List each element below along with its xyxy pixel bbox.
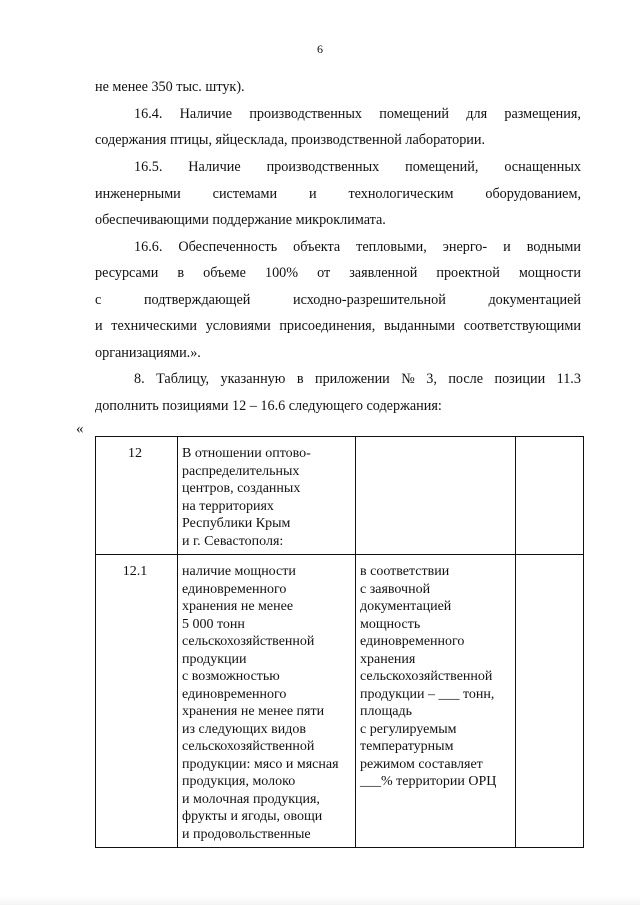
table-row: [96, 555, 584, 848]
paragraph-line: 16.6. Обеспеченность объекта тепловыми, энерго- и водными: [134, 239, 581, 255]
cell-text-line: продукции: мясо и мясная: [182, 756, 339, 772]
cell-text-line: из следующих видов: [182, 721, 306, 737]
cell-text-line: сельскохозяйственной: [182, 739, 315, 754]
cell-text-line: хранения: [360, 651, 416, 667]
row-criterion: [178, 555, 356, 848]
paragraph-line: содержания птицы, яйцесклада, производственной лаборатории.: [95, 132, 486, 148]
opening-quote: «: [76, 421, 84, 437]
cell-text-line: хранения не менее: [182, 599, 294, 614]
row-requirement: [356, 437, 516, 555]
cell-text-line: с заявочной: [360, 581, 431, 597]
cell-text-line: продукции – ___ тонн,: [360, 686, 495, 702]
cell-text-line: сельскохозяйственной: [360, 669, 493, 684]
cell-text-line: наличие мощности: [182, 564, 296, 579]
cell-text-line: ___% территории ОРЦ: [360, 774, 497, 789]
row-requirement: [356, 555, 516, 848]
cell-text-line: мощность: [360, 616, 421, 632]
cell-text-line: режимом составляет: [360, 756, 483, 772]
cell-text-line: и молочная продукция,: [182, 791, 320, 807]
cell-text-line: единовременного: [182, 581, 287, 597]
cell-text-line: продукции: [182, 651, 247, 667]
cell-text-line: сельскохозяйственной: [182, 634, 315, 649]
paragraph-line: 16.4. Наличие производственных помещений для размещения,: [134, 106, 581, 122]
cell-text-line: в соответствии: [360, 564, 450, 579]
table-row: [96, 437, 584, 555]
cell-text-line: с регулируемым: [360, 721, 457, 737]
paragraph-line: с подтверждающей исходно-разрешительной документацией: [95, 292, 581, 308]
cell-text-line: единовременного: [360, 634, 465, 649]
row-extra: [516, 555, 584, 848]
cell-text-line: и г. Севастополя:: [182, 533, 284, 549]
cell-text-line: 5 000 тонн: [182, 616, 245, 632]
paragraph-line: дополнить позициями 12 – 16.6 следующего содержания:: [95, 398, 442, 414]
cell-text-line: документацией: [360, 599, 452, 614]
cell-text-line: Республики Крым: [182, 516, 291, 531]
paragraph-line: и техническими условиями присоединения, выданными соответствующими: [95, 318, 581, 334]
cell-text-line: фрукты и ягоды, овощи: [182, 809, 323, 824]
paragraph-line: организациями.».: [95, 345, 201, 361]
paragraph-line: инженерными системами и технологическим оборудованием,: [95, 186, 581, 202]
scan-edge: [0, 896, 640, 905]
cell-text-line: единовременного: [182, 686, 287, 702]
cell-text-line: температурным: [360, 739, 454, 754]
row-number: 12.1: [96, 555, 178, 848]
cell-text-line: центров, созданных: [182, 481, 301, 496]
cell-text-line: и продовольственные: [182, 826, 311, 842]
cell-text-line: распределительных: [182, 463, 300, 479]
row-criterion: [178, 437, 356, 555]
cell-text-line: с возможностью: [182, 669, 280, 684]
cell-text-line: В отношении оптово-: [182, 446, 311, 461]
row-number: 12: [96, 437, 178, 555]
paragraph-line: обеспечивающими поддержание микроклимата.: [95, 212, 386, 228]
positions-table: [95, 436, 584, 848]
paragraph-line: 8. Таблицу, указанную в приложении № 3, после позиции 11.3: [134, 371, 581, 387]
paragraph-line: ресурсами в объеме 100% от заявленной проектной мощности: [95, 265, 581, 281]
paragraph-line: не менее 350 тыс. штук).: [95, 79, 245, 95]
cell-text-line: площадь: [360, 704, 412, 719]
row-extra: [516, 437, 584, 555]
page-number: 6: [317, 42, 323, 56]
cell-text-line: продукция, молоко: [182, 774, 296, 789]
cell-text-line: на территориях: [182, 498, 274, 514]
cell-text-line: хранения не менее пяти: [182, 704, 325, 719]
paragraph-line: 16.5. Наличие производственных помещений, оснащенных: [134, 159, 581, 175]
